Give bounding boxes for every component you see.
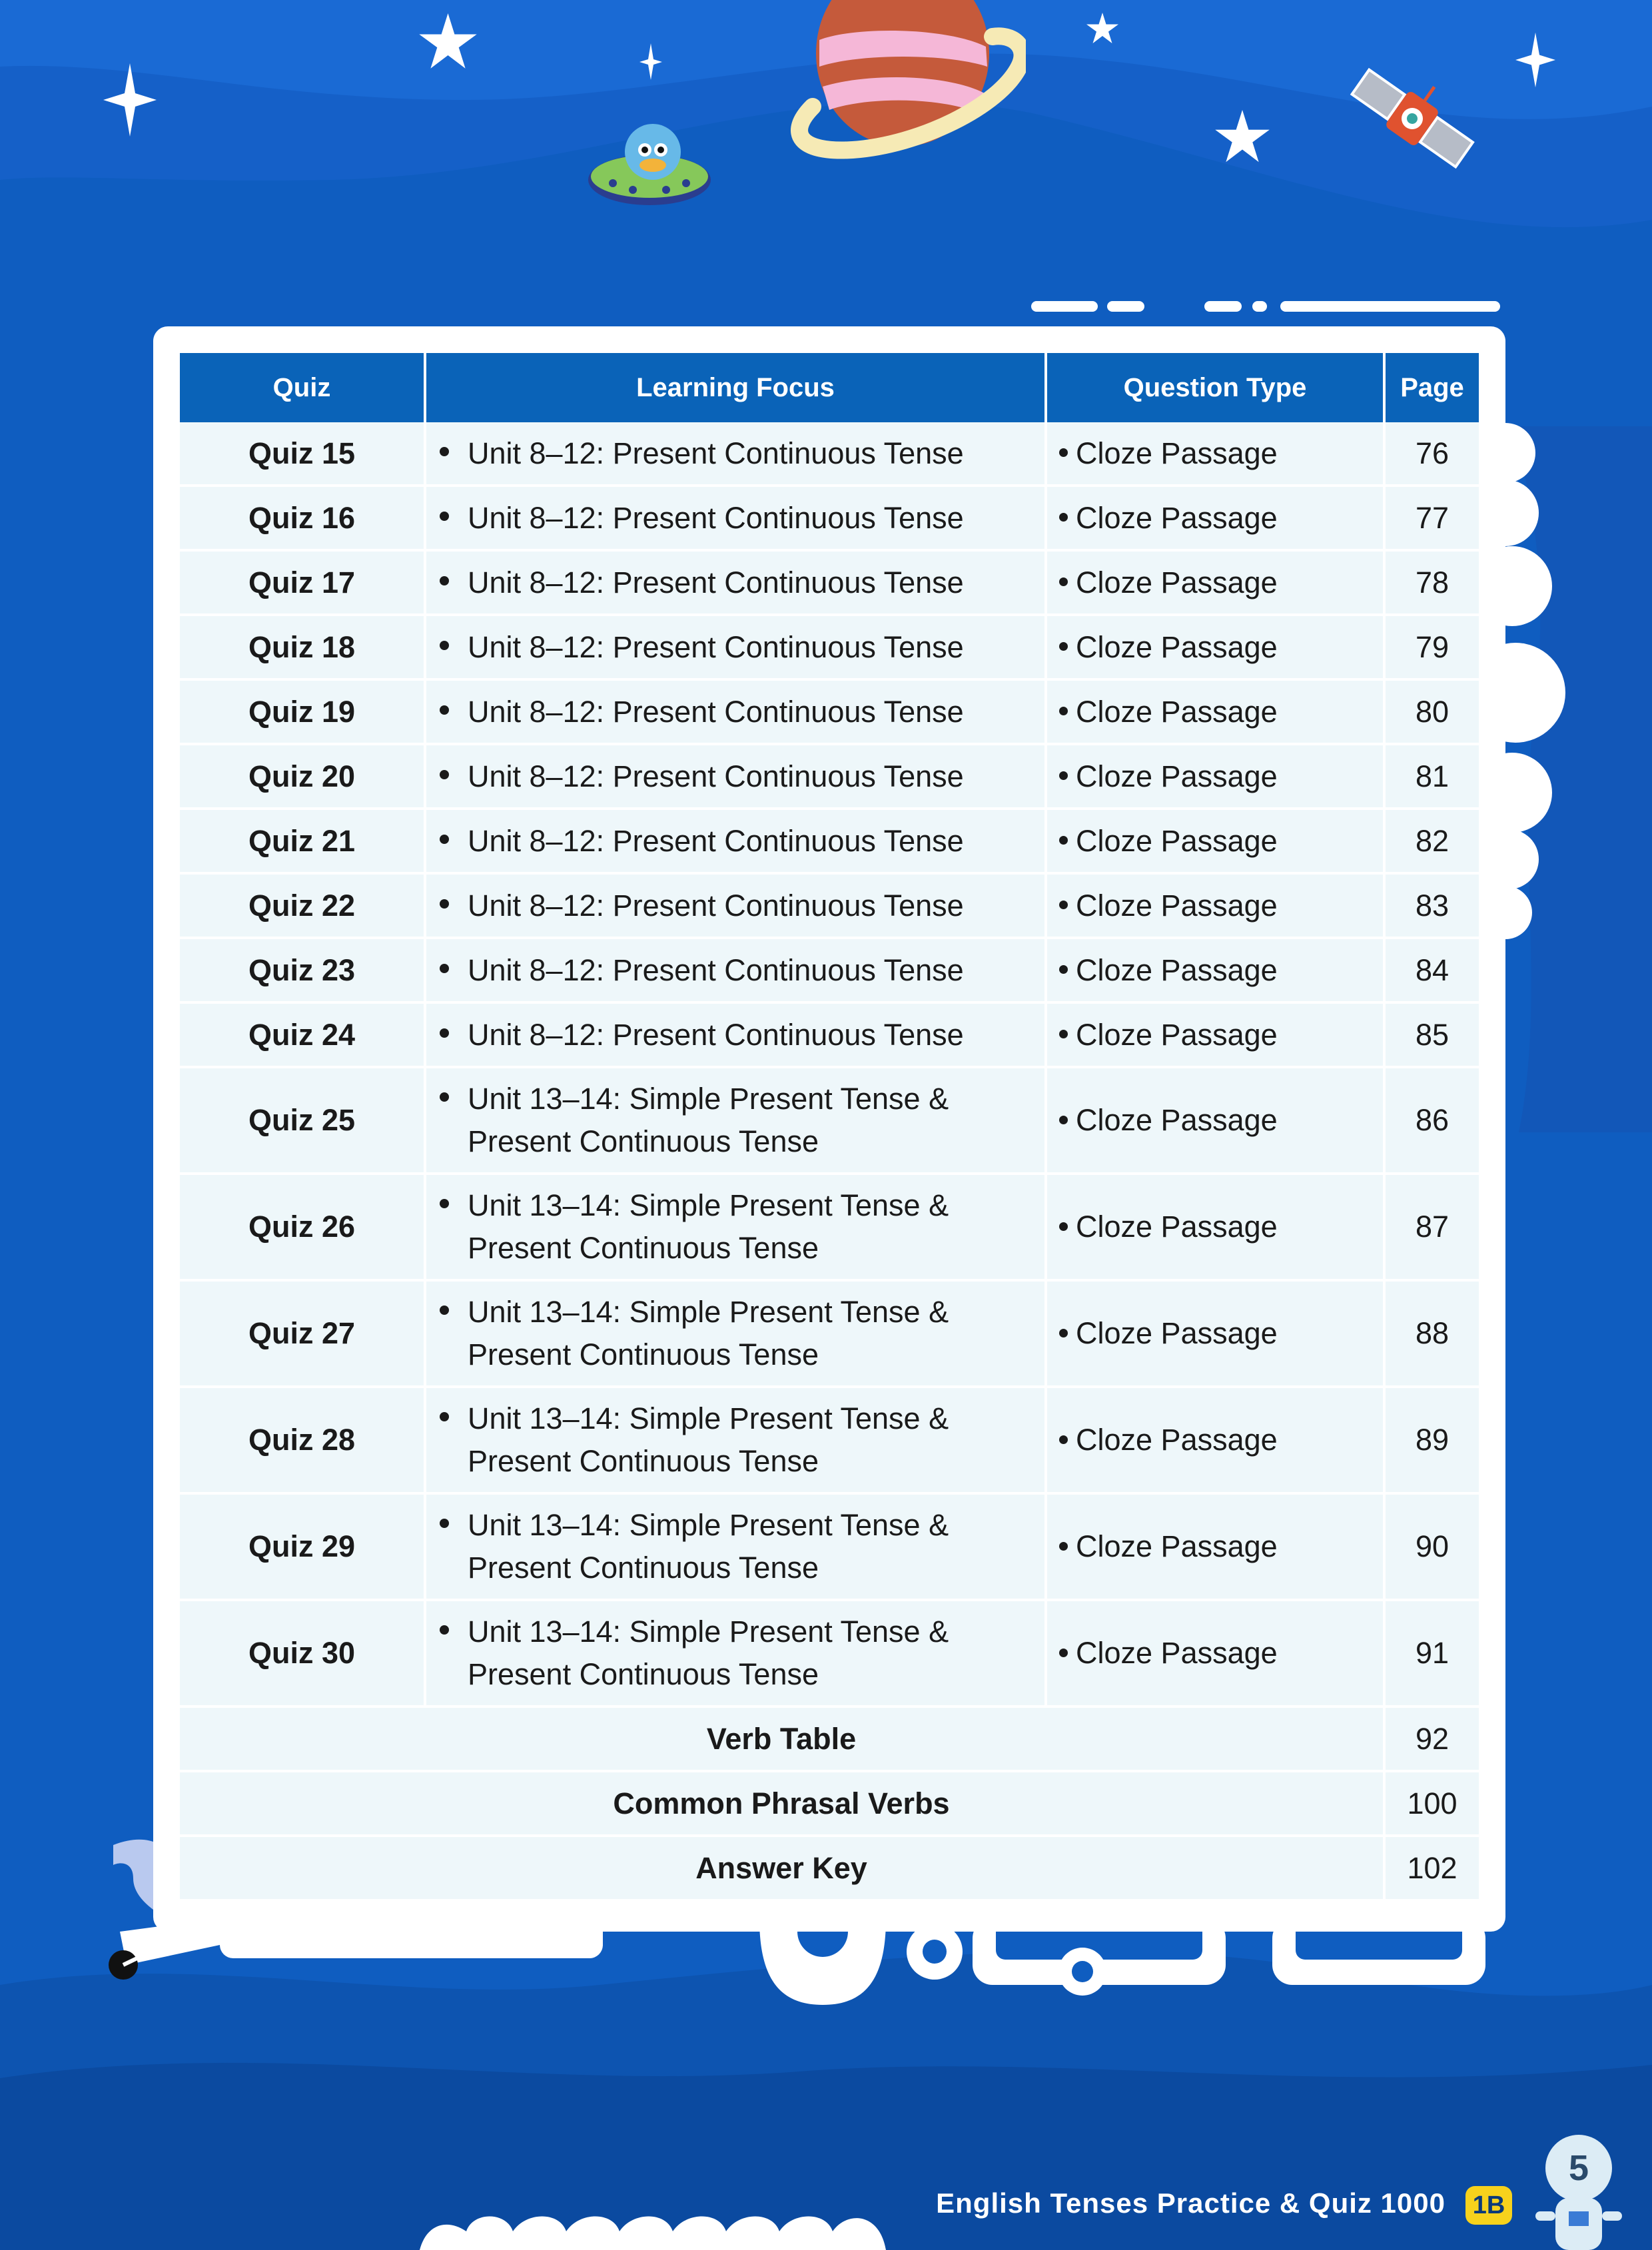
page-number: 5 [1545,2135,1612,2201]
bullet-icon [1059,513,1068,522]
learning-focus-text: Unit 8–12: Present Continuous Tense [468,823,964,858]
learning-focus-text: Unit 13–14: Simple Present Tense & Present Continuous Tense [468,1508,949,1585]
learning-focus-cell [425,1067,1046,1174]
question-type-cell [1046,1002,1384,1067]
page-cell: 100 [1384,1771,1479,1836]
star-icon [1086,12,1119,47]
question-type-cell [1046,422,1384,486]
bullet-icon [1059,1329,1068,1337]
learning-focus-text: Unit 8–12: Present Continuous Tense [468,888,964,923]
bullet-icon [440,705,449,715]
table-row [180,679,1479,744]
question-type-cell [1046,744,1384,809]
table-header-row [180,353,1479,422]
bullet-icon [1059,1542,1068,1551]
bullet-icon [1059,836,1068,845]
quiz-label: Quiz 17 [180,550,425,615]
header-quiz: Quiz [180,353,425,422]
appendix-label: Answer Key [180,1836,1384,1900]
page-cell: 87 [1384,1174,1479,1280]
table-row [180,1174,1479,1280]
bullet-icon [1059,577,1068,586]
bullet-icon [1059,707,1068,715]
table-row [180,1600,1479,1706]
page-cell: 84 [1384,938,1479,1002]
table-row [180,938,1479,1002]
question-type-text: Cloze Passage [1076,1316,1278,1350]
bullet-icon [440,770,449,779]
page-cell: 85 [1384,1002,1479,1067]
page-cell: 79 [1384,615,1479,679]
table-row [180,1280,1479,1387]
quiz-label: Quiz 23 [180,938,425,1002]
quiz-label: Quiz 28 [180,1387,425,1493]
quiz-label: Quiz 24 [180,1002,425,1067]
learning-focus-text: Unit 13–14: Simple Present Tense & Present Continuous Tense [468,1401,949,1478]
question-type-text: Cloze Passage [1076,629,1278,664]
learning-focus-cell [425,1600,1046,1706]
bullet-icon [440,1092,449,1102]
bullet-icon [440,835,449,844]
contents-table [180,353,1479,1902]
bullet-icon [1059,1435,1068,1444]
bullet-icon [440,641,449,650]
page-cell: 83 [1384,873,1479,938]
table-row [180,744,1479,809]
page-cell: 88 [1384,1280,1479,1387]
bullet-icon [440,1199,449,1208]
bullet-icon [1059,448,1068,457]
bullet-icon [1059,771,1068,780]
question-type-text: Cloze Passage [1076,500,1278,535]
question-type-text: Cloze Passage [1076,1210,1278,1244]
table-row [180,1493,1479,1600]
header-learning-focus: Learning Focus [425,353,1046,422]
learning-focus-cell [425,809,1046,873]
question-type-text: Cloze Passage [1076,1103,1278,1137]
learning-focus-cell [425,679,1046,744]
star-icon [1212,110,1272,167]
bullet-icon [440,576,449,585]
bullet-icon [1059,901,1068,909]
page-cell: 92 [1384,1706,1479,1771]
learning-focus-cell [425,615,1046,679]
bullet-icon [1059,1222,1068,1231]
bullet-icon [440,1519,449,1528]
question-type-cell [1046,1387,1384,1493]
question-type-text: Cloze Passage [1076,1636,1278,1670]
question-type-cell [1046,486,1384,550]
header-question-type: Question Type [1046,353,1384,422]
page-cell: 82 [1384,809,1479,873]
quiz-label: Quiz 22 [180,873,425,938]
learning-focus-text: Unit 8–12: Present Continuous Tense [468,952,964,987]
quiz-label: Quiz 25 [180,1067,425,1174]
quiz-label: Quiz 26 [180,1174,425,1280]
page-cell: 90 [1384,1493,1479,1600]
learning-focus-text: Unit 13–14: Simple Present Tense & Present Continuous Tense [468,1188,949,1265]
question-type-text: Cloze Passage [1076,1423,1278,1457]
table-row [180,486,1479,550]
question-type-text: Cloze Passage [1076,759,1278,793]
bullet-icon [440,1412,449,1421]
page-cell: 89 [1384,1387,1479,1493]
question-type-text: Cloze Passage [1076,436,1278,470]
star-icon [416,13,480,73]
page-cell: 81 [1384,744,1479,809]
learning-focus-cell [425,486,1046,550]
question-type-text: Cloze Passage [1076,565,1278,599]
appendix-row [180,1771,1479,1836]
question-type-cell [1046,1174,1384,1280]
planet-icon [773,0,1026,160]
question-type-cell [1046,1280,1384,1387]
satellite-icon [1346,60,1479,177]
bullet-icon [1059,642,1068,651]
table-row [180,550,1479,615]
bullet-icon [1059,965,1068,974]
learning-focus-cell [425,1002,1046,1067]
learning-focus-cell [425,938,1046,1002]
learning-focus-text: Unit 13–14: Simple Present Tense & Present Continuous Tense [468,1295,949,1371]
star-icon [639,43,662,80]
table-row [180,615,1479,679]
question-type-text: Cloze Passage [1076,823,1278,858]
bullet-icon [1059,1649,1068,1657]
question-type-text: Cloze Passage [1076,888,1278,923]
learning-focus-cell [425,744,1046,809]
volume-badge: 1B [1465,2186,1512,2225]
question-type-cell [1046,1067,1384,1174]
bullet-icon [440,899,449,909]
bullet-icon [440,1306,449,1315]
question-type-cell [1046,938,1384,1002]
learning-focus-cell [425,422,1046,486]
page-cell: 78 [1384,550,1479,615]
learning-focus-cell [425,1387,1046,1493]
header-page: Page [1384,353,1479,422]
page-cell: 80 [1384,679,1479,744]
appendix-row [180,1836,1479,1900]
quiz-label: Quiz 29 [180,1493,425,1600]
star-icon [1515,30,1555,90]
question-type-text: Cloze Passage [1076,1017,1278,1052]
learning-focus-text: Unit 13–14: Simple Present Tense & Present Continuous Tense [468,1615,949,1691]
question-type-cell [1046,615,1384,679]
question-type-text: Cloze Passage [1076,1529,1278,1563]
appendix-row [180,1706,1479,1771]
quiz-label: Quiz 30 [180,1600,425,1706]
page-cell: 76 [1384,422,1479,486]
table-row [180,1067,1479,1174]
page-cell: 86 [1384,1067,1479,1174]
bullet-icon [440,1625,449,1635]
bullet-icon [1059,1030,1068,1038]
quiz-label: Quiz 16 [180,486,425,550]
appendix-label: Common Phrasal Verbs [180,1771,1384,1836]
learning-focus-text: Unit 8–12: Present Continuous Tense [468,694,964,729]
table-row [180,1387,1479,1493]
table-row [180,873,1479,938]
learning-focus-cell [425,1280,1046,1387]
quiz-label: Quiz 21 [180,809,425,873]
learning-focus-cell [425,873,1046,938]
learning-focus-text: Unit 8–12: Present Continuous Tense [468,565,964,599]
ufo-icon [586,113,713,220]
table-row [180,1002,1479,1067]
bullet-icon [440,512,449,521]
question-type-cell [1046,550,1384,615]
question-type-text: Cloze Passage [1076,952,1278,987]
question-type-text: Cloze Passage [1076,694,1278,729]
bullet-icon [1059,1116,1068,1124]
quiz-label: Quiz 18 [180,615,425,679]
astronaut-icon [1532,2191,1625,2250]
learning-focus-text: Unit 8–12: Present Continuous Tense [468,629,964,664]
appendix-label: Verb Table [180,1706,1384,1771]
question-type-cell [1046,809,1384,873]
learning-focus-text: Unit 13–14: Simple Present Tense & Present Continuous Tense [468,1082,949,1158]
learning-focus-cell [425,1174,1046,1280]
book-title: English Tenses Practice & Quiz 1000 [936,2187,1446,2219]
bullet-icon [440,1028,449,1038]
table-row [180,809,1479,873]
question-type-cell [1046,1493,1384,1600]
page-cell: 102 [1384,1836,1479,1900]
quiz-label: Quiz 27 [180,1280,425,1387]
table-row [180,422,1479,486]
learning-focus-text: Unit 8–12: Present Continuous Tense [468,436,964,470]
page-cell: 91 [1384,1600,1479,1706]
bullet-icon [440,964,449,973]
quiz-label: Quiz 15 [180,422,425,486]
learning-focus-cell [425,1493,1046,1600]
learning-focus-cell [425,550,1046,615]
star-icon [103,63,157,137]
bullet-icon [440,447,449,456]
learning-focus-text: Unit 8–12: Present Continuous Tense [468,1017,964,1052]
question-type-cell [1046,679,1384,744]
learning-focus-text: Unit 8–12: Present Continuous Tense [468,500,964,535]
question-type-cell [1046,873,1384,938]
question-type-cell [1046,1600,1384,1706]
page-cell: 77 [1384,486,1479,550]
quiz-label: Quiz 20 [180,744,425,809]
quiz-label: Quiz 19 [180,679,425,744]
learning-focus-text: Unit 8–12: Present Continuous Tense [468,759,964,793]
